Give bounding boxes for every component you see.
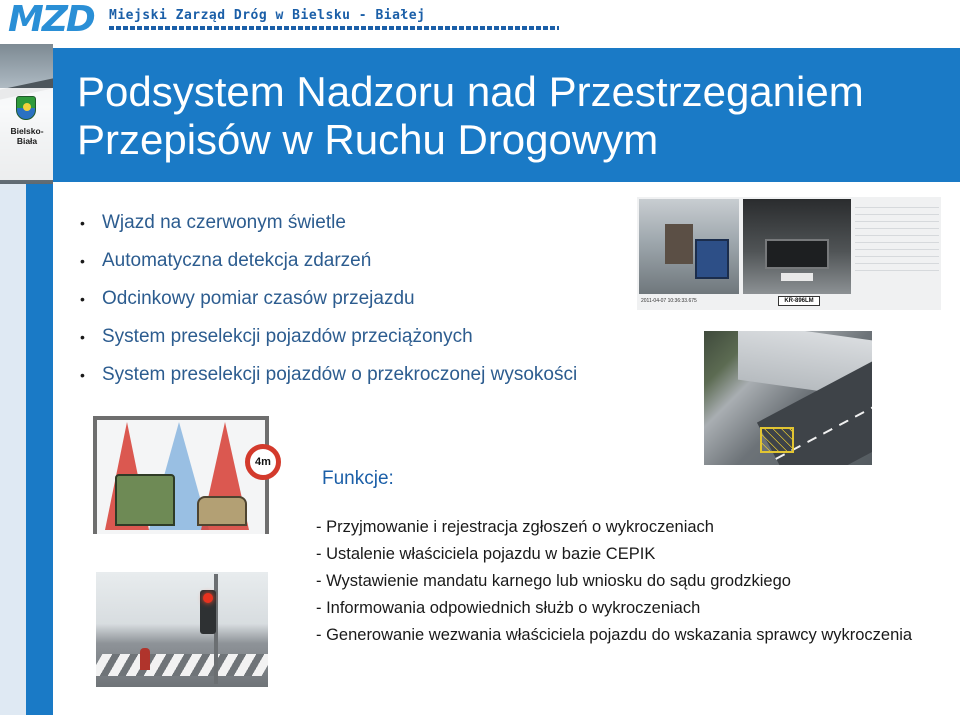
title-bar xyxy=(53,48,960,182)
traffic-light-icon xyxy=(200,590,216,634)
function-item: - Informowania odpowiednich służb o wykroczeniach xyxy=(316,599,701,617)
yellow-box-junction xyxy=(760,427,794,453)
truck-icon xyxy=(115,474,175,526)
feature-item: • System preselekcji pojazdów przeciążonych xyxy=(78,324,638,362)
functions-list xyxy=(316,514,916,649)
header xyxy=(0,0,960,44)
left-sidebar xyxy=(0,44,53,715)
sidebar-accent-bar xyxy=(26,184,53,715)
city-name: Bielsko-Biała xyxy=(10,126,44,146)
camera-wide-view xyxy=(639,199,739,294)
red-light-street-image xyxy=(96,572,268,687)
city-crest-icon xyxy=(16,96,36,120)
camera-capture-image xyxy=(637,197,941,310)
function-item: - Przyjmowanie i rejestracja zgłoszeń o wykroczeniach xyxy=(316,518,714,536)
height-limit-sign-icon: 4m xyxy=(245,444,281,480)
aerial-intersection-image xyxy=(704,331,872,465)
city-badge xyxy=(0,88,53,180)
slide-title: Podsystem Nadzoru nad Przestrzeganiem Przepisów w Ruchu Drogowym xyxy=(77,68,864,163)
car-icon xyxy=(197,496,247,526)
logo-mark: MZD xyxy=(8,0,94,40)
function-item: - Generowanie wezwania właściciela pojazdu do wskazania sprawcy wykroczenia xyxy=(316,626,913,644)
camera-data-panel xyxy=(855,201,939,293)
header-divider xyxy=(109,26,559,30)
camera-closeup-view xyxy=(743,199,851,294)
function-item: - Wystawienie mandatu karnego lub wniosku do sądu grodzkiego xyxy=(316,572,791,590)
height-control-diagram xyxy=(93,416,290,536)
function-item: - Ustalenie właściciela pojazdu w bazie CEPIK xyxy=(316,545,656,563)
feature-list xyxy=(78,210,638,400)
license-plate: KR-896LM xyxy=(778,296,820,306)
feature-item: • Wjazd na czerwonym świetle xyxy=(78,210,638,248)
organization-name: Miejski Zarząd Dróg w Bielsku - Białej xyxy=(109,8,426,23)
feature-item: • Automatyczna detekcja zdarzeń xyxy=(78,248,638,286)
feature-item: • System preselekcji pojazdów o przekroczonej wysokości xyxy=(78,362,638,400)
mzd-logo xyxy=(8,0,94,40)
camera-timestamp: 2011-04-07 10:36:33.675 xyxy=(641,298,697,304)
functions-heading: Funkcje: xyxy=(322,468,394,489)
feature-item: • Odcinkowy pomiar czasów przejazdu xyxy=(78,286,638,324)
